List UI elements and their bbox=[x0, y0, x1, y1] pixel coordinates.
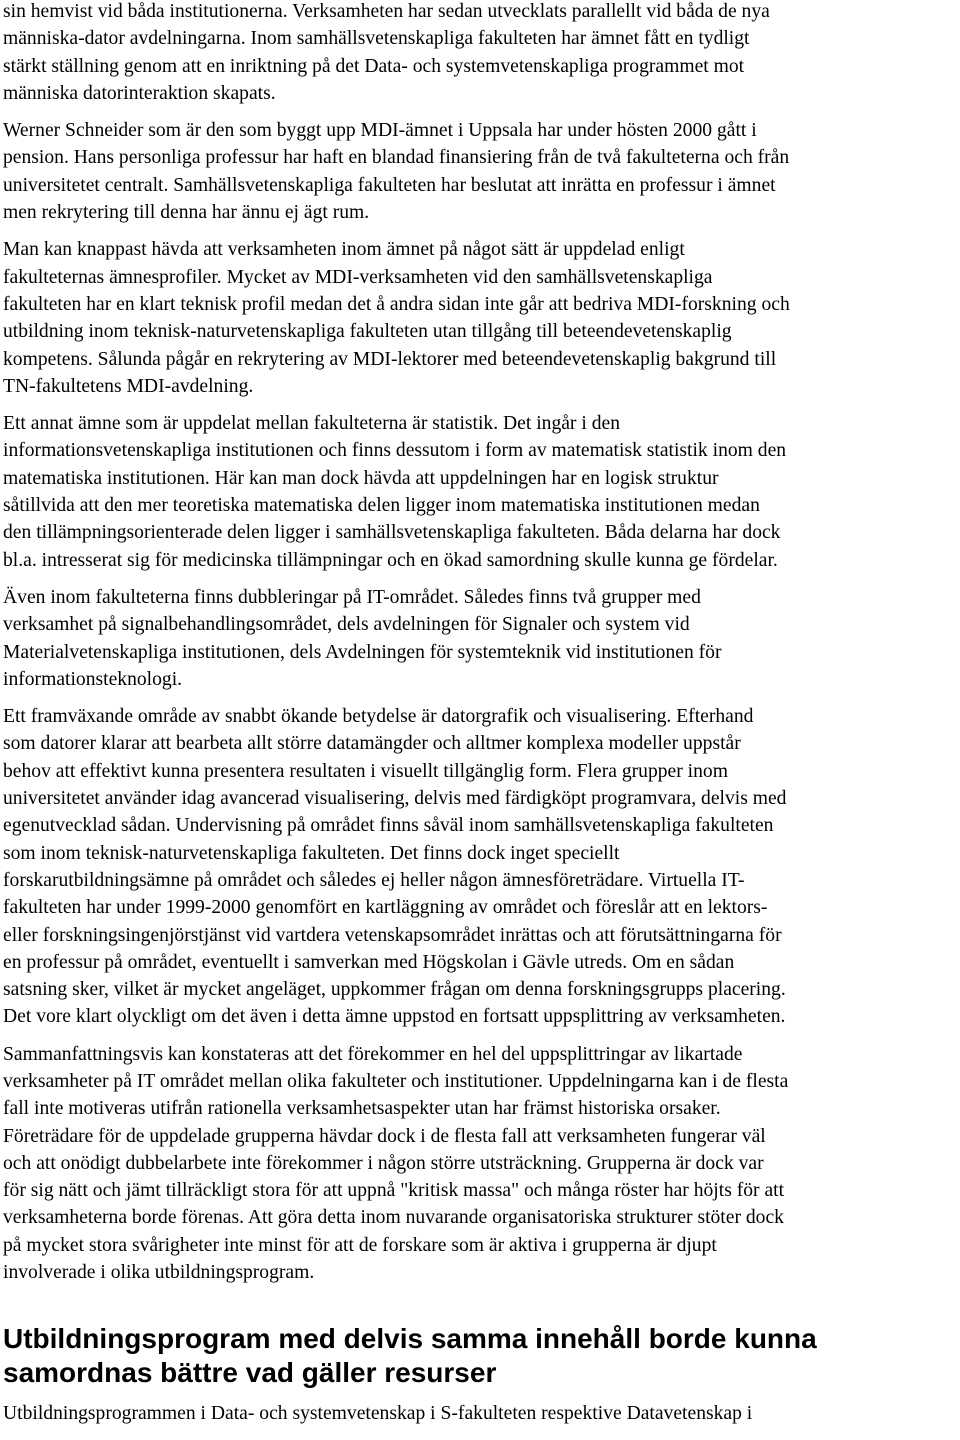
document-page bbox=[3, 0, 957, 1428]
paragraph-1: sin hemvist vid båda institutionerna. Verksamheten har sedan utvecklats parallellt vid båda de nya människa-dator avdelningarna. Inom samhällsvetenskapliga fakulteten har ämnet fått en tydligt stärkt ställning genom att en inriktning på det Data- och systemvetenskapliga programmet mot människa datorinteraktion skapats. bbox=[3, 1, 770, 104]
paragraph-4: Ett annat ämne som är uppdelat mellan fakulteterna är statistik. Det ingår i den informationsvetenskapliga institutionen och finns dessutom i form av matematisk statistik inom den matematiska institutionen. Här kan man dock hävda att uppdelningen har en logisk struktur såtillvida att den mer teoretiska matematiska delen ligger inom matematiska institutionen medan den tillämpningsorienterade delen ligger i samhällsvetenskapliga fakulteten. Båda delarna har dock bl.a. intresserat sig för medicinska tillämpningar och en ökad samordning skulle kunna ge fördelar. bbox=[3, 413, 787, 571]
paragraph-6: Ett framväxande område av snabbt ökande betydelse är datorgrafik och visualisering. Efterhand som datorer klarar att bearbeta allt större datamängder och alltmer komplexa modeller uppstår behov att effektivt kunna presentera resultaten i visuellt tillgänglig form. Flera grupper inom universitetet använder idag avancerad visualisering, delvis med färdigköpt programvara, delvis med egenutvecklad sådan. Undervisning på området finns såväl inom samhällsvetenskapliga fakulteten som inom teknisk-naturvetenskapliga fakulteten. Det finns dock inget speciellt forskarutbildningsämne på området och således ej heller någon ämnesföreträdare. Virtuella IT- fakulteten har under 1999-2000 genomfört en kartläggning av området och föreslår att en lektors- eller forskningsingenjörstjänst vid vartdera vetenskapsområdet inrättas och att förutsättningarna för en professur på området, eventuellt i samverkan med Högskolan i Gävle utreds. Om en sådan satsning sker, vilket är mycket angeläget, uppkommer frågan om denna forskningsgrupps placering. Det vore klart olyckligt om det även i detta ämne uppstod en fortsatt uppsplittring av verksamheten. bbox=[3, 706, 787, 1028]
section-heading: Utbildningsprogram med delvis samma innehåll borde kunna samordnas bättre vad gäller resurser bbox=[3, 1323, 817, 1389]
paragraph-5: Även inom fakulteterna finns dubbleringar på IT-området. Således finns två grupper med verksamhet på signalbehandlingsområdet, dels avdelningen för Signaler och system vid Materialvetenskapliga institutionen, dels Avdelningen för systemteknik vid institutionen för informationsteknologi. bbox=[3, 586, 722, 690]
paragraph-2: Werner Schneider som är den som byggt upp MDI-ämnet i Uppsala har under hösten 2000 gått i pension. Hans personliga professur har haft en blandad finansiering från de två fakulteterna och från universitetet centralt. Samhällsvetenskapliga fakulteten har beslutat att inrätta en professur i ämnet men rekrytering till denna har ännu ej ägt rum. bbox=[3, 120, 790, 224]
paragraph-7: Sammanfattningsvis kan konstateras att det förekommer en hel del uppsplittringar av likartade verksamheter på IT området mellan olika fakulteter och institutioner. Uppdelningarna kan i de flesta fall inte motiveras utifrån rationella verksamhetsaspekter utan har främst historiska orsaker. Företrädare för de uppdelade grupperna hävdar dock i de flesta fall att verksamheten fungerar väl och att onödigt dubbelarbete inte förekommer i någon större utsträckning. Grupperna är dock var för sig nätt och jämt tillräckligt stora för att uppnå "kritisk massa" och många röster har höjts för att verksamheterna borde förenas. Att göra detta inom nuvarande organisatoriska strukturer stöter dock på mycket stora svårigheter inte minst för att de forskare som är aktiva i grupperna är djupt involverade i olika utbildningsprogram. bbox=[3, 1043, 789, 1284]
paragraph-3: Man kan knappast hävda att verksamheten inom ämnet på något sätt är uppdelad enligt fakulteternas ämnesprofiler. Mycket av MDI-verksamheten vid den samhällsvetenskapliga fakulteten har en klart teknisk profil medan det å andra sidan inte går att bedriva MDI-forskning och utbildning inom teknisk-naturvetenskapliga fakulteten utan tillgång till beteendevetenskaplig kompetens. Sålunda pågår en rekrytering av MDI-lektorer med beteendevetenskaplig bakgrund till TN-fakultetens MDI-avdelning. bbox=[3, 239, 790, 397]
paragraph-8: Utbildningsprogrammen i Data- och systemvetenskap i S-fakulteten respektive Datavetenskap i bbox=[3, 1403, 753, 1425]
